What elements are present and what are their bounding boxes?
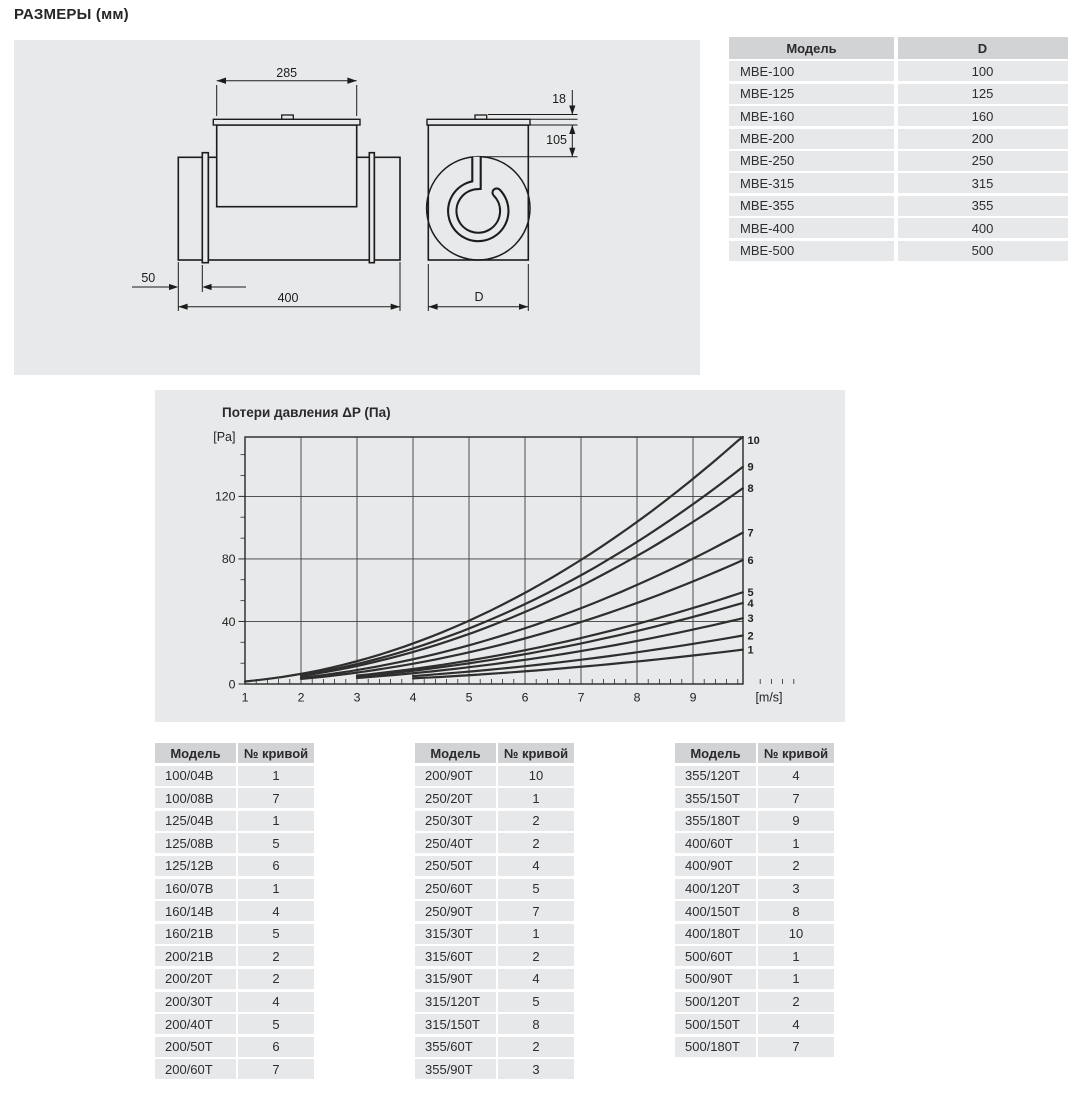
model-cell: 400/90Т	[675, 856, 756, 876]
model-cell: 100/04В	[155, 766, 236, 786]
value-cell: 1	[238, 879, 314, 899]
side-view	[427, 115, 530, 260]
table-row	[675, 1014, 834, 1034]
curve-label-8: 8	[747, 483, 754, 496]
value-cell: 5	[498, 992, 574, 1012]
value-cell: 1	[758, 969, 834, 989]
table-row	[415, 879, 574, 899]
value-cell: 125	[898, 84, 1068, 104]
x-axis-unit: [m/s]	[755, 690, 783, 705]
model-cell: 355/120Т	[675, 766, 756, 786]
table-row	[415, 1037, 574, 1057]
value-cell: 1	[498, 924, 574, 944]
value-cell: 2	[498, 811, 574, 831]
value-cell: 1	[238, 811, 314, 831]
model-cell: 125/12В	[155, 856, 236, 876]
model-cell: 200/21В	[155, 946, 236, 966]
table-row	[729, 129, 1068, 149]
table-row	[155, 1014, 314, 1034]
y-axis-unit: [Pa]	[213, 430, 236, 444]
table-row	[675, 946, 834, 966]
table-row	[675, 1037, 834, 1057]
curve-number-table-2	[415, 743, 574, 1079]
value-cell: 4	[238, 901, 314, 921]
table-row	[155, 924, 314, 944]
value-cell: 8	[498, 1014, 574, 1034]
value-cell: 160	[898, 106, 1068, 126]
value-cell: 3	[498, 1059, 574, 1079]
curve-label-9: 9	[747, 461, 754, 474]
model-cell: 160/14В	[155, 901, 236, 921]
front-right-collar	[374, 157, 400, 260]
model-diameter-table	[729, 37, 1068, 261]
table-row	[415, 856, 574, 876]
column-header-value: D	[898, 37, 1068, 59]
value-cell: 9	[758, 811, 834, 831]
x-tick-label: 8	[633, 690, 641, 705]
model-cell: 100/08В	[155, 788, 236, 808]
model-cell: 315/60Т	[415, 946, 496, 966]
value-cell: 5	[238, 1014, 314, 1034]
value-cell: 1	[758, 833, 834, 853]
column-header-model: Модель	[729, 37, 894, 59]
dim-105-label: 105	[546, 133, 567, 147]
table-row	[415, 901, 574, 921]
value-cell: 7	[238, 788, 314, 808]
column-header-value: № кривой	[758, 743, 834, 763]
value-cell: 7	[758, 788, 834, 808]
table-row	[415, 833, 574, 853]
model-cell: 400/120Т	[675, 879, 756, 899]
table-row	[729, 196, 1068, 216]
value-cell: 4	[498, 856, 574, 876]
value-cell: 2	[758, 856, 834, 876]
model-cell: 500/150Т	[675, 1014, 756, 1034]
front-left-collar	[178, 157, 202, 260]
model-cell: МВЕ-100	[729, 61, 894, 81]
heating-element-tip-core	[494, 189, 500, 195]
pressure-loss-chart-panel	[155, 390, 845, 722]
table-row	[415, 1014, 574, 1034]
curve-label-3: 3	[747, 613, 754, 626]
side-lid	[427, 119, 530, 125]
table-row	[155, 879, 314, 899]
curve-label-6: 6	[747, 554, 754, 567]
table-row	[415, 788, 574, 808]
value-cell: 5	[238, 833, 314, 853]
table-row	[675, 811, 834, 831]
model-cell: 200/60Т	[155, 1059, 236, 1079]
table-row	[675, 879, 834, 899]
table-row	[155, 969, 314, 989]
side-lid-knob	[475, 115, 487, 119]
model-cell: МВЕ-250	[729, 151, 894, 171]
x-tick-label: 9	[689, 690, 697, 705]
table-row	[155, 946, 314, 966]
model-cell: 160/07В	[155, 879, 236, 899]
model-cell: 250/30Т	[415, 811, 496, 831]
curve-number-table-3	[675, 743, 834, 1057]
value-cell: 4	[238, 992, 314, 1012]
value-cell: 1	[238, 766, 314, 786]
model-cell: МВЕ-355	[729, 196, 894, 216]
column-header-model: Модель	[675, 743, 756, 763]
value-cell: 500	[898, 241, 1068, 261]
duct-heater-drawing	[14, 40, 700, 375]
terminal-box	[217, 125, 357, 207]
table-row	[415, 946, 574, 966]
model-cell: 200/50Т	[155, 1037, 236, 1057]
value-cell: 7	[758, 1037, 834, 1057]
value-cell: 2	[758, 992, 834, 1012]
curve-label-1: 1	[747, 644, 754, 657]
value-cell: 6	[238, 856, 314, 876]
value-cell: 4	[498, 969, 574, 989]
value-cell: 7	[238, 1059, 314, 1079]
table-row	[675, 856, 834, 876]
model-cell: 500/90Т	[675, 969, 756, 989]
model-cell: 500/180Т	[675, 1037, 756, 1057]
value-cell: 3	[758, 879, 834, 899]
dim-50-label: 50	[141, 271, 156, 285]
value-cell: 2	[238, 946, 314, 966]
model-cell: 125/04В	[155, 811, 236, 831]
curve-label-5: 5	[747, 587, 754, 600]
value-cell: 8	[758, 901, 834, 921]
table-row	[155, 856, 314, 876]
chart-title: Потери давления ΔP (Па)	[222, 405, 391, 420]
x-tick-label: 6	[521, 690, 529, 705]
value-cell: 1	[758, 946, 834, 966]
model-cell: 315/150Т	[415, 1014, 496, 1034]
model-cell: 250/90Т	[415, 901, 496, 921]
model-cell: МВЕ-125	[729, 84, 894, 104]
x-tick-label: 5	[465, 690, 473, 705]
table-row	[729, 151, 1068, 171]
table-row	[729, 241, 1068, 261]
table-row	[415, 1059, 574, 1079]
model-cell: 500/120Т	[675, 992, 756, 1012]
table-row	[675, 901, 834, 921]
model-cell: 315/30Т	[415, 924, 496, 944]
page-title: РАЗМЕРЫ (мм)	[14, 6, 129, 23]
value-cell: 355	[898, 196, 1068, 216]
model-cell: 400/150Т	[675, 901, 756, 921]
value-cell: 250	[898, 151, 1068, 171]
curve-label-4: 4	[747, 597, 754, 610]
model-cell: 250/20Т	[415, 788, 496, 808]
model-cell: 250/50Т	[415, 856, 496, 876]
model-cell: 125/08В	[155, 833, 236, 853]
value-cell: 5	[238, 924, 314, 944]
value-cell: 4	[758, 766, 834, 786]
table-row	[155, 1037, 314, 1057]
value-cell: 5	[498, 879, 574, 899]
value-cell: 2	[498, 946, 574, 966]
model-cell: МВЕ-200	[729, 129, 894, 149]
model-cell: 250/60Т	[415, 879, 496, 899]
curve-number-table-1	[155, 743, 314, 1079]
table-row	[729, 61, 1068, 81]
y-tick-label: 120	[214, 489, 236, 504]
table-row	[729, 106, 1068, 126]
value-cell: 200	[898, 129, 1068, 149]
model-cell: МВЕ-160	[729, 106, 894, 126]
table-row	[675, 788, 834, 808]
table-row	[675, 969, 834, 989]
column-header-model: Модель	[155, 743, 236, 763]
dimensions-drawing-panel	[14, 40, 700, 375]
model-cell: МВЕ-315	[729, 173, 894, 193]
table-row	[155, 788, 314, 808]
table-row	[675, 766, 834, 786]
value-cell: 2	[498, 1037, 574, 1057]
model-cell: 400/60Т	[675, 833, 756, 853]
front-right-flange	[369, 153, 374, 263]
table-row	[155, 766, 314, 786]
value-cell: 2	[238, 969, 314, 989]
value-cell: 400	[898, 218, 1068, 238]
value-cell: 4	[758, 1014, 834, 1034]
x-tick-label: 3	[353, 690, 361, 705]
y-tick-label: 40	[221, 614, 236, 629]
model-cell: 355/150Т	[675, 788, 756, 808]
model-cell: 400/180Т	[675, 924, 756, 944]
lid-knob	[282, 115, 294, 119]
y-tick-label: 80	[221, 552, 236, 567]
dim-400-label: 400	[277, 291, 299, 305]
x-tick-label: 4	[409, 690, 417, 705]
x-tick-label: 7	[577, 690, 585, 705]
value-cell: 100	[898, 61, 1068, 81]
dim-285-label: 285	[276, 66, 298, 80]
table-row	[729, 84, 1068, 104]
table-header-row	[729, 37, 1068, 59]
table-row	[155, 811, 314, 831]
table-row	[729, 173, 1068, 193]
model-cell: 315/120Т	[415, 992, 496, 1012]
model-cell: МВЕ-400	[729, 218, 894, 238]
value-cell: 10	[758, 924, 834, 944]
table-row	[675, 924, 834, 944]
table-row	[675, 992, 834, 1012]
column-header-value: № кривой	[238, 743, 314, 763]
value-cell: 2	[498, 833, 574, 853]
value-cell: 315	[898, 173, 1068, 193]
model-cell: 160/21В	[155, 924, 236, 944]
model-cell: 200/40Т	[155, 1014, 236, 1034]
model-cell: 250/40Т	[415, 833, 496, 853]
model-cell: МВЕ-500	[729, 241, 894, 261]
table-row	[729, 218, 1068, 238]
model-cell: 500/60Т	[675, 946, 756, 966]
table-row	[155, 992, 314, 1012]
curve-label-7: 7	[747, 527, 754, 540]
curve-label-10: 10	[747, 434, 760, 447]
model-cell: 200/20Т	[155, 969, 236, 989]
table-header-row	[415, 743, 574, 763]
table-row	[415, 969, 574, 989]
dim-D-label: D	[474, 290, 484, 304]
table-header-row	[155, 743, 314, 763]
table-header-row	[675, 743, 834, 763]
value-cell: 1	[498, 788, 574, 808]
x-tick-label: 2	[297, 690, 305, 705]
pressure-loss-chart	[155, 390, 845, 722]
table-row	[155, 833, 314, 853]
terminal-box-lid	[213, 119, 360, 125]
curve-label-2: 2	[747, 630, 754, 643]
column-header-value: № кривой	[498, 743, 574, 763]
model-cell: 355/90Т	[415, 1059, 496, 1079]
front-view	[178, 115, 400, 263]
value-cell: 10	[498, 766, 574, 786]
curve-4	[357, 603, 743, 677]
model-cell: 200/90Т	[415, 766, 496, 786]
y-tick-label: 0	[228, 677, 236, 692]
table-row	[415, 811, 574, 831]
model-cell: 355/180Т	[675, 811, 756, 831]
table-row	[155, 1059, 314, 1079]
table-row	[415, 992, 574, 1012]
model-cell: 315/90Т	[415, 969, 496, 989]
model-cell: 355/60Т	[415, 1037, 496, 1057]
model-cell: 200/30Т	[155, 992, 236, 1012]
column-header-model: Модель	[415, 743, 496, 763]
curve-9	[301, 467, 743, 675]
table-row	[675, 833, 834, 853]
table-row	[155, 901, 314, 921]
x-tick-label: 1	[241, 690, 249, 705]
value-cell: 7	[498, 901, 574, 921]
table-row	[415, 924, 574, 944]
dim-18-label: 18	[552, 92, 566, 106]
value-cell: 6	[238, 1037, 314, 1057]
front-left-flange	[202, 153, 208, 263]
table-row	[415, 766, 574, 786]
